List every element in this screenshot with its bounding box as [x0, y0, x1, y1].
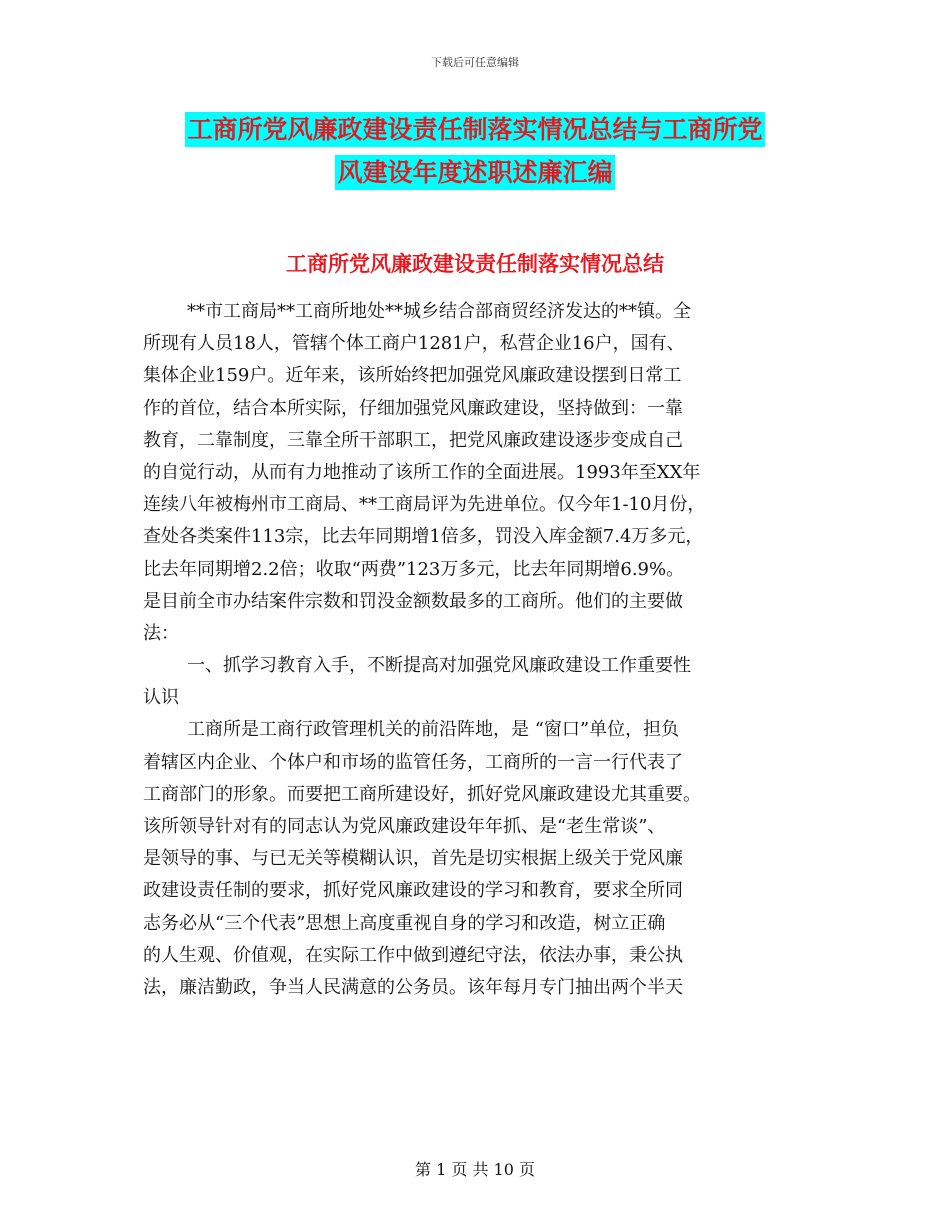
subheading-line: 一、抓学习教育入手，不断提高对加强党风廉政建设工作重要性	[187, 655, 691, 677]
paragraph-line: 着辖区内企业、个体户和市场的监管任务，工商所的一言一行代表了	[143, 751, 683, 773]
body-text	[143, 296, 823, 1004]
paragraph-line: 工商所是工商行政管理机关的前沿阵地，是 “窗口”单位，担负	[187, 719, 680, 741]
paragraph-line: 工商部门的形象。而要把工商所建设好，抓好党风廉政建设尤其重要。	[143, 783, 701, 805]
paragraph-line: 是目前全市办结案件宗数和罚没金额数最多的工商所。他们的主要做	[143, 590, 683, 612]
paragraph-line: 法：	[143, 622, 179, 644]
header-note: 下载后可任意编辑	[431, 56, 519, 69]
paragraph-line: 教育，二靠制度，三靠全所干部职工，把党风廉政建设逐步变成自己	[143, 429, 683, 451]
paragraph-line: 法，廉洁勤政，争当人民满意的公务员。该年每月专门抽出两个半天	[143, 976, 683, 998]
paragraph-line: 集体企业159户。近年来，该所始终把加强党风廉政建设摆到日常工	[143, 365, 682, 387]
paragraph-line: 的人生观、价值观，在实际工作中做到遵纪守法，依法办事，秉公执	[143, 944, 683, 966]
document-title-line-2	[0, 158, 950, 188]
paragraph-line: 比去年同期增2.2倍；收取“两费”123万多元，比去年同期增6.9%。	[143, 558, 685, 580]
paragraph-line: 志务必从“三个代表”思想上高度重视自身的学习和改造，树立正确	[143, 912, 666, 934]
paragraph-line: 该所领导针对有的同志认为党风廉政建设年年抓、是“老生常谈”、	[143, 816, 666, 837]
paragraph-line: 连续八年被梅州市工商局、**工商局评为先进单位。仅今年1-10月份，	[143, 494, 706, 516]
paragraph-line: 是领导的事、与已无关等模糊认识，首先是切实根据上级关于党风廉	[143, 848, 683, 870]
subheading-line: 认识	[143, 687, 179, 709]
paragraph-line: 作的首位，结合本所实际，仔细加强党风廉政建设，坚持做到：一靠	[143, 397, 683, 419]
document-title-text-2: 风建设年度述职述廉汇编	[335, 155, 614, 190]
section-title: 工商所党风廉政建设责任制落实情况总结	[286, 252, 664, 276]
paragraph-line: 政建设责任制的要求，抓好党风廉政建设的学习和教育，要求全所同	[143, 880, 683, 902]
paragraph-line: 查处各类案件113宗，比去年同期增1倍多，罚没入库金额7.4万多元，	[143, 526, 704, 548]
paragraph-line: 所现有人员18人，管辖个体工商户1281户，私营企业16户，国有、	[143, 333, 685, 355]
page-footer: 第 1 页 共 10 页	[415, 1160, 535, 1179]
paragraph-line: **市工商局**工商所地处**城乡结合部商贸经济发达的**镇。全	[187, 301, 691, 322]
paragraph-line: 的自觉行动，从而有力地推动了该所工作的全面进展。1993年至XX年	[143, 461, 701, 483]
document-title-line-1	[0, 115, 950, 145]
document-title-text-1: 工商所党风廉政建设责任制落实情况总结与工商所党	[185, 112, 764, 147]
